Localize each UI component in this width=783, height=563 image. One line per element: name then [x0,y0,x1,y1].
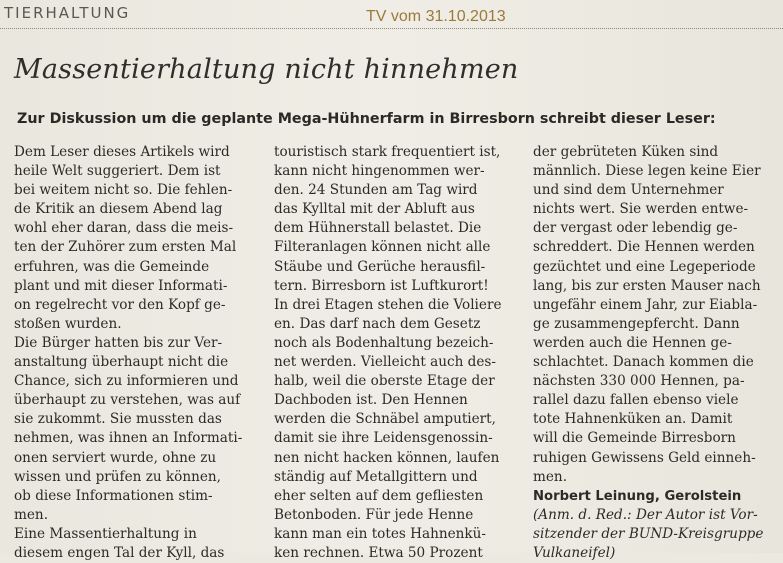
text-line: ge zusammengepfercht. Dann [533,315,740,332]
text-line: nichts wert. Sie werden entwe- [533,201,749,218]
top-divider [0,28,783,29]
text-line: schlachtet. Danach kommen die [533,354,754,371]
text-line: werden die Schnäbel amputiert, [274,411,496,428]
text-line: bei weitem nicht so. Die fehlen- [14,182,233,199]
text-line: men. [14,506,49,523]
text-line: und sind dem Unternehmer [533,182,724,199]
text-line: plant und mit dieser Informati- [14,277,228,294]
text-line: dem Hühnerstall belastet. Die [274,220,482,237]
editor-note-line: (Anm. d. Red.: Der Autor ist Vor- [533,506,758,523]
text-line: anstaltung überhaupt nicht die [14,354,229,371]
text-line: schreddert. Die Hennen werden [533,239,755,256]
editor-note [533,506,781,563]
text-line: will die Gemeinde Birresborn [533,430,736,447]
text-line: wissen und prüfen zu können, [14,468,221,485]
text-line: Eine Massentierhaltung in [14,525,197,542]
text-line: kann nicht hingenommen wer- [274,163,485,180]
text-line: eher selten auf dem gefliesten [274,487,484,504]
text-line: nächsten 330 000 Hennen, pa- [533,373,745,390]
text-line: der gebrüteten Küken sind [533,144,719,160]
text-line: tote Hahnenküken an. Damit [533,411,733,428]
text-line: Chance, sich zu informieren und [14,373,239,390]
text-line: rallel dazu fallen ebenso viele [533,392,739,409]
text-line: men. [533,468,568,485]
text-line: ruhigen Gewissens Geld einneh- [533,449,756,466]
text-line: kann man ein totes Hahnenkü- [274,525,487,542]
text-line: touristisch stark frequentiert ist, [274,144,501,160]
text-line: Die Bürger hatten bis zur Ver- [14,334,223,351]
text-line: lang, bis zur ersten Mauser nach [533,277,761,294]
text-line: ob diese Informationen stim- [14,487,213,504]
text-line: Betonboden. Für jede Henne [274,506,474,523]
author-line: Norbert Leinung, Gerolstein [533,488,742,504]
text-line: gezüchtet und eine Legeperiode [533,258,756,275]
text-line: heile Welt suggeriert. Dem ist [14,163,221,180]
source-date-label: TV vom 31.10.2013 [366,8,506,25]
text-line: tern. Birresborn ist Luftkurort! [274,277,489,294]
text-column-1 [14,143,264,563]
text-line: den. 24 Stunden am Tag wird [274,182,478,199]
text-line: nehmen, was ihnen an Informati- [14,430,243,447]
text-line: Stäube und Gerüche herausfil- [274,258,486,275]
text-line: das Kylltal mit der Abluft aus [274,201,475,218]
text-line: de Kritik an diesem Abend lag [14,201,223,218]
text-line: werden auch die Hennen ge- [533,334,732,351]
text-line: halb, weil die oberste Etage der [274,373,495,390]
text-line: ken rechnen. Etwa 50 Prozent [274,544,483,561]
column-3-body [533,143,781,487]
text-line: on regelrecht vor den Kopf ge- [14,296,226,313]
text-line: diesem engen Tal der Kyll, das [14,544,225,561]
text-line: männlich. Diese legen keine Eier [533,163,761,180]
text-line: onen serviert wurde, ohne zu [14,449,217,466]
section-rubric: TIERHALTUNG [4,4,131,22]
text-line: ungefähr einem Jahr, zur Eiabla- [533,296,758,313]
text-line: überhaupt zu verstehen, was auf [14,392,241,409]
editor-note-line: sitzender der BUND-Kreisgruppe [533,525,764,542]
editor-note-line: Vulkaneifel) [533,544,616,561]
article-headline: Massentierhaltung nicht hinnehmen [14,54,519,85]
text-line: noch als Bodenhaltung bezeich- [274,334,494,351]
text-line: In drei Etagen stehen die Voliere [274,296,502,313]
text-column-3 [533,143,781,563]
text-line: Dachboden ist. Den Hennen [274,392,468,409]
text-line: nen nicht hacken können, laufen [274,449,500,466]
text-column-2 [274,143,524,563]
text-line: sie zukommt. Sie mussten das [14,411,222,428]
text-line: ten der Zuhörer zum ersten Mal [14,239,237,256]
text-line: damit sie ihre Leidensgenossin- [274,430,493,447]
text-line: en. Das darf nach dem Gesetz [274,315,481,332]
text-line: ständig auf Metallgittern und [274,468,478,485]
text-line: wohl eher daran, dass die meis- [14,220,234,237]
text-line: stoßen wurden. [14,315,122,332]
text-line: Filteranlagen können nicht alle [274,239,491,256]
article-subheadline: Zur Diskussion um die geplante Mega-Hühnerfarm in Birresborn schreibt dieser Leser: [17,111,716,127]
text-line: der vergast oder lebendig ge- [533,220,738,237]
text-line: Dem Leser dieses Artikels wird [14,144,230,160]
text-line: net werden. Vielleicht auch des- [274,354,496,371]
text-line: erfuhren, was die Gemeinde [14,258,210,275]
